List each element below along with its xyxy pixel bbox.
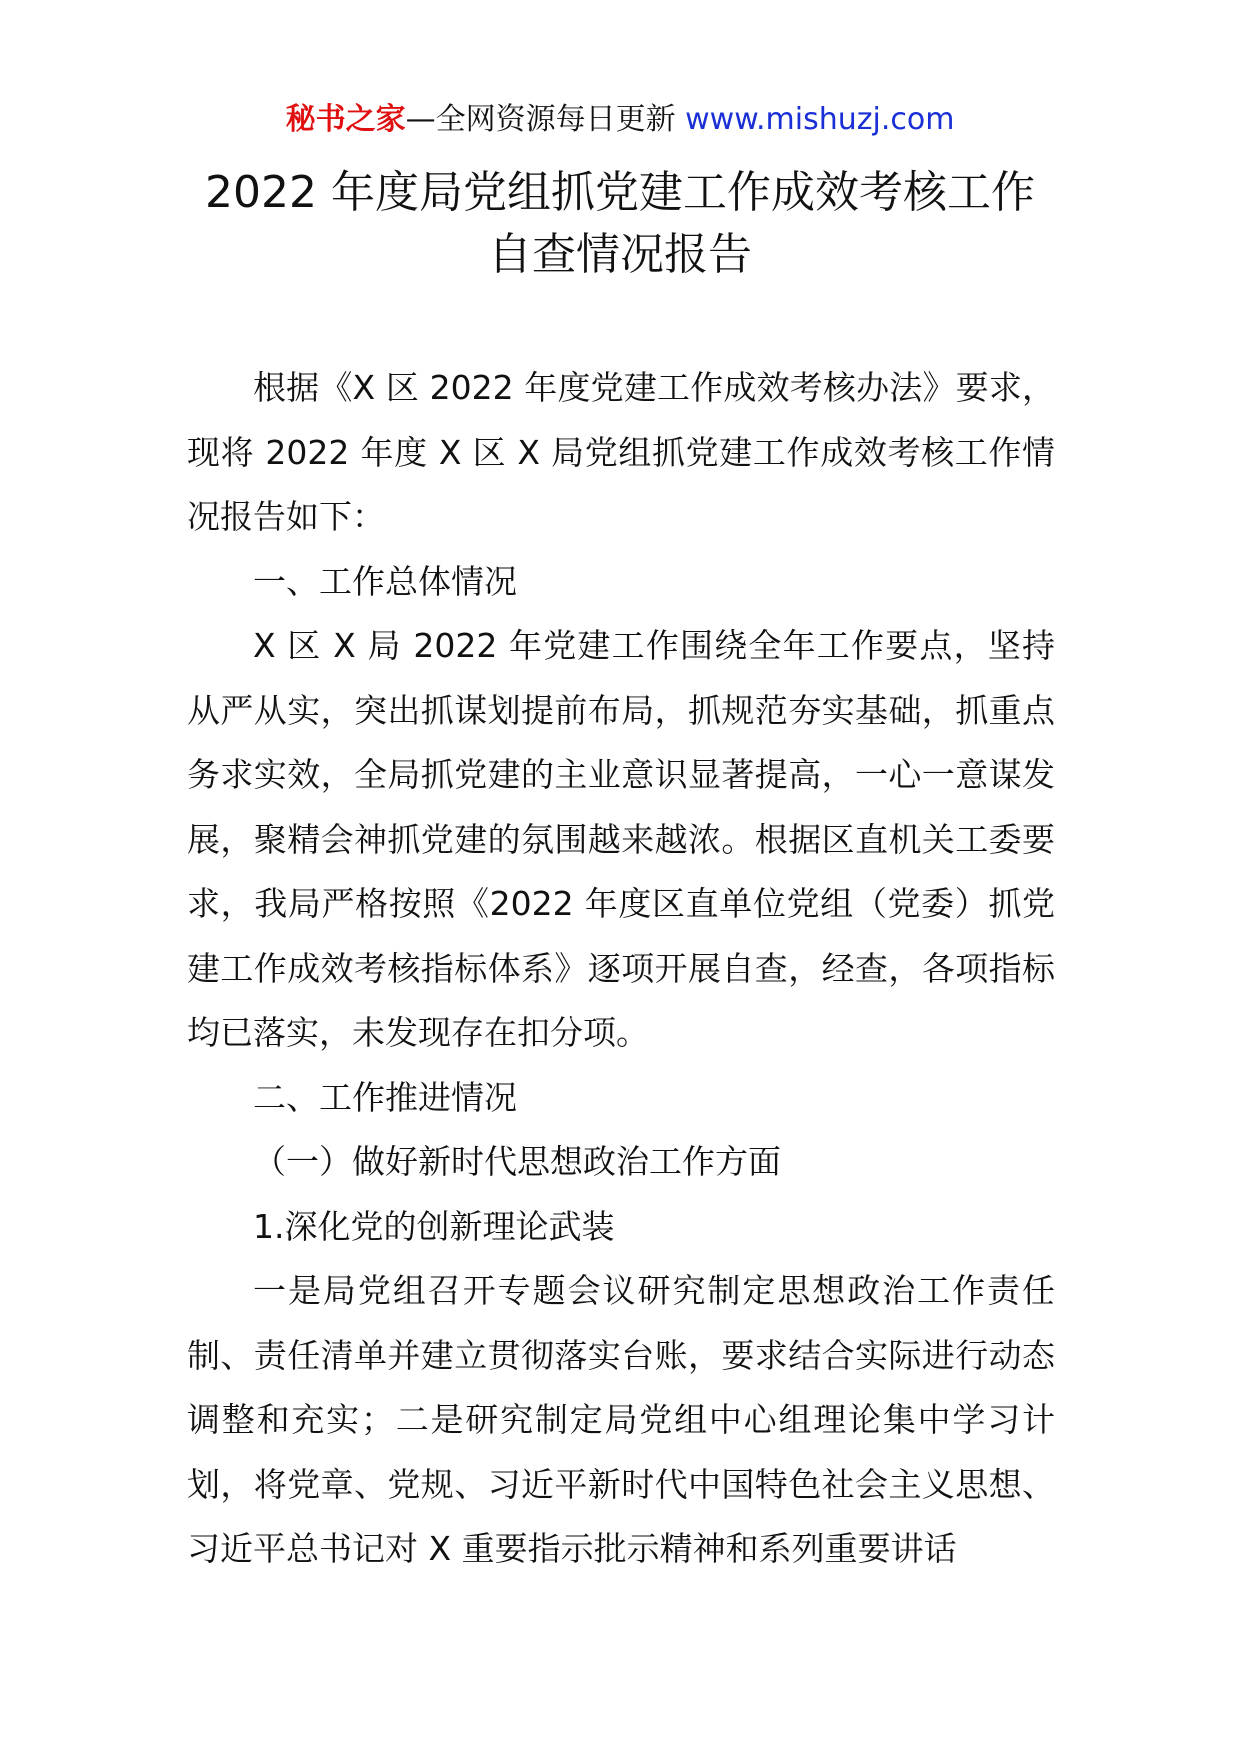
detail-paragraph: 一是局党组召开专题会议研究制定思想政治工作责任制、责任清单并建立贯彻落实台账，要求结合实际进行动态调整和充实；二是研究制定局党组中心组理论集中学习计划，将党章、党规、习近平新时代中国特色社会主义思想、习近平总书记对 X 重要指示批示精神和系列重要讲话 [187,1271,1055,1568]
subsection-heading-1: （一）做好新时代思想政治工作方面 [253,1142,781,1181]
title-line-2: 自查情况报告 [488,229,752,280]
brand-name: 秘书之家 [285,102,406,137]
overview-paragraph: X 区 X 局 2022 年党建工作围绕全年工作要点，坚持从严从实，突出抓谋划提前布局，抓规范夯实基础，抓重点务求实效，全局抓党建的主业意识显著提高，一心一意谋发展，聚精会神抓党建的氛围越来越浓。根据区直机关工委要求，我局严格按照《2022 年度区直单位党组（党委）抓党建工作成效考核指标体系》逐项开展自查，经查，各项指标均已落实，未发现存在扣分项。 [187,626,1055,1052]
header-tagline: —全网资源每日更新 [405,102,676,137]
intro-paragraph: 根据《X 区 2022 年度党建工作成效考核办法》要求，现将 2022 年度 X 区 X 局党组抓党建工作成效考核工作情况报告如下： [187,368,1055,536]
title-line-1: 2022 年度局党组抓党建工作成效考核工作 [205,167,1035,218]
site-url-link[interactable]: www.mishuzj.com [685,102,955,137]
document-title [0,162,1240,286]
item-heading-1: 1.深化党的创新理论武装 [253,1206,615,1246]
site-header [0,100,1240,140]
section-heading-2: 二、工作推进情况 [253,1077,517,1117]
section-heading-1: 一、工作总体情况 [253,561,517,601]
document-body [187,356,1055,1582]
